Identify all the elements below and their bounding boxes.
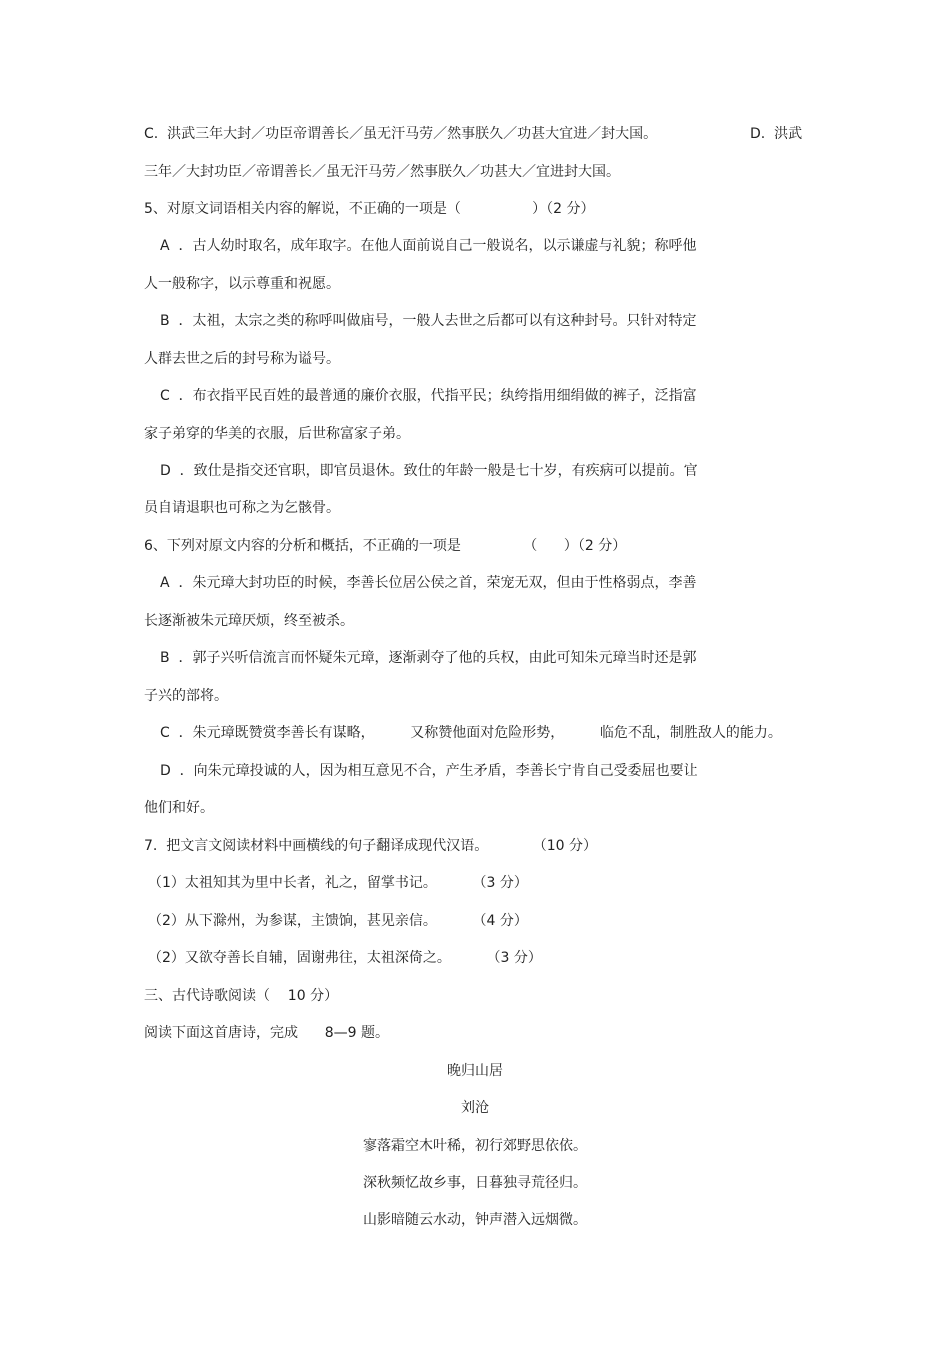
q5-option-b-line2: 人群去世之后的封号称为谥号。 <box>144 351 340 367</box>
question-5-stem: 5、对原文词语相关内容的解说，不正确的一项是（ ）（2 分） <box>144 201 595 217</box>
q4-option-d-start: D. 洪武 <box>750 126 803 142</box>
poem-author: 刘沧 <box>461 1100 489 1116</box>
poem-line-1: 寥落霜空木叶稀，初行郊野思依依。 <box>363 1138 587 1154</box>
q5-option-c-line2: 家子弟穿的华美的衣服，后世称富家子弟。 <box>144 426 410 442</box>
q7-sentence-1: （1）太祖知其为里中长者，礼之，留掌书记。 （3 分） <box>148 875 528 891</box>
q5-option-c-line1: C ．布衣指平民百姓的最普通的廉价衣服，代指平民；纨绔指用细绢做的裤子，泛指富 <box>160 388 697 404</box>
q7-sentence-2: （2）从下滁州，为参谋，主馈饷，甚见亲信。 （4 分） <box>148 913 528 929</box>
section-3-instruction: 阅读下面这首唐诗，完成 8—9 题。 <box>144 1025 389 1041</box>
q5-option-d-line1: D ．致仕是指交还官职，即官员退休。致仕的年龄一般是七十岁，有疾病可以提前。官 <box>160 463 698 479</box>
q5-option-d-line2: 员自请退职也可称之为乞骸骨。 <box>144 500 340 516</box>
q4-option-d-continued: 三年／大封功臣／帝谓善长／虽无汗马劳／然事朕久／功甚大／宜进封大国。 <box>144 164 620 180</box>
q6-option-c-line1: C ．朱元璋既赞赏李善长有谋略， 又称赞他面对危险形势， 临危不乱，制胜敌人的能力。 <box>160 725 782 741</box>
q4-option-c-line: C. 洪武三年大封／功臣帝谓善长／虽无汗马劳／然事朕久／功甚大宜进／封大国。 <box>144 126 658 142</box>
q6-option-a-line1: A ．朱元璋大封功臣的时候，李善长位居公侯之首，荣宠无双，但由于性格弱点，李善 <box>160 575 697 591</box>
q6-option-b-line2: 子兴的部将。 <box>144 688 228 704</box>
question-6-stem: 6、下列对原文内容的分析和概括，不正确的一项是 （ ）（2 分） <box>144 538 627 554</box>
q7-sentence-3: （2）又欲夺善长自辅，固谢弗往，太祖深倚之。 （3 分） <box>148 950 542 966</box>
q6-option-a-line2: 长逐渐被朱元璋厌烦，终至被杀。 <box>144 613 354 629</box>
poem-line-3: 山影暗随云水动，钟声潜入远烟微。 <box>363 1212 587 1228</box>
section-3-heading: 三、古代诗歌阅读（ 10 分） <box>144 988 339 1004</box>
poem-title: 晚归山居 <box>447 1063 503 1079</box>
question-7-stem: 7. 把文言文阅读材料中画横线的句子翻译成现代汉语。 （10 分） <box>144 838 598 854</box>
q5-option-b-line1: B ．太祖，太宗之类的称呼叫做庙号，一般人去世之后都可以有这种封号。只针对特定 <box>160 313 697 329</box>
poem-line-2: 深秋频忆故乡事，日暮独寻荒径归。 <box>363 1175 587 1191</box>
q6-option-d-line1: D ．向朱元璋投诚的人，因为相互意见不合，产生矛盾，李善长宁肯自己受委屈也要让 <box>160 763 698 779</box>
q6-option-d-line2: 他们和好。 <box>144 800 214 816</box>
q6-option-b-line1: B ．郭子兴听信流言而怀疑朱元璋，逐渐剥夺了他的兵权，由此可知朱元璋当时还是郭 <box>160 650 697 666</box>
q5-option-a-line2: 人一般称字，以示尊重和祝愿。 <box>144 276 340 292</box>
q5-option-a-line1: A ．古人幼时取名，成年取字。在他人面前说自己一般说名，以示谦虚与礼貌；称呼他 <box>160 238 697 254</box>
